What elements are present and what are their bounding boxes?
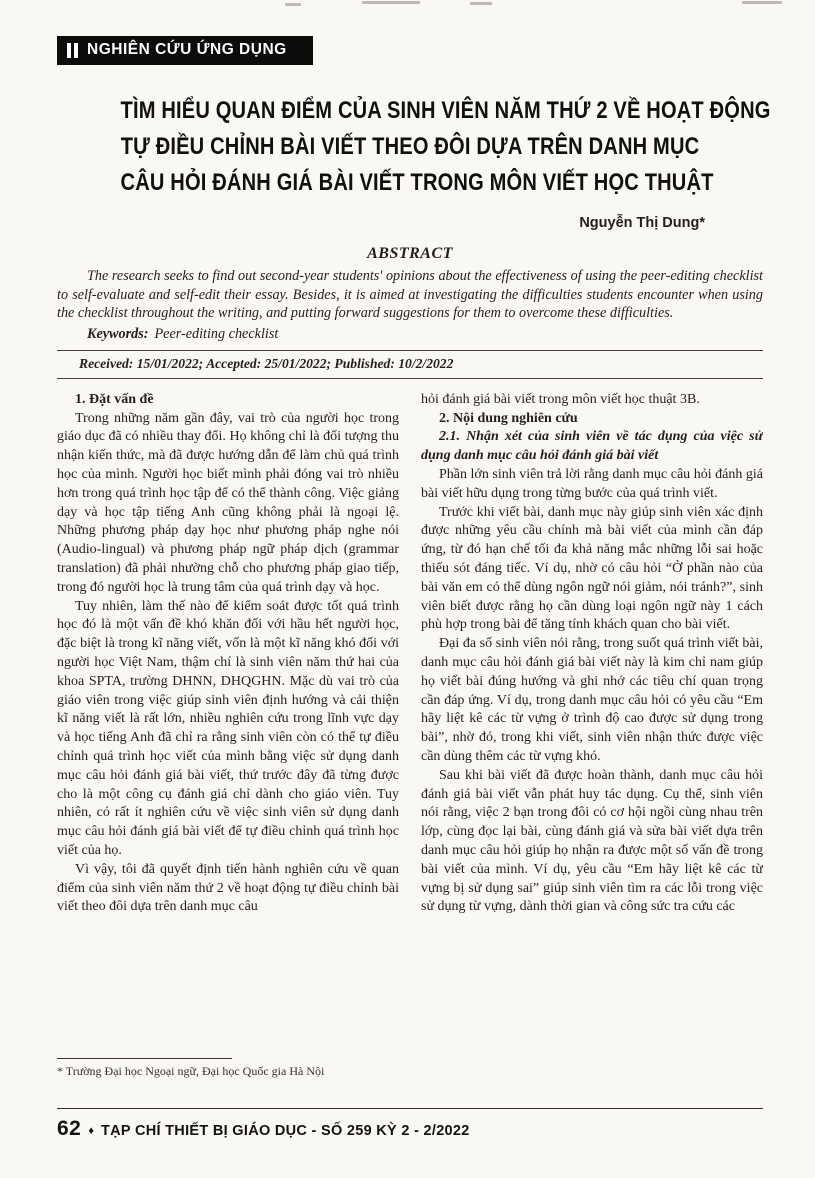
diamond-icon: ♦ xyxy=(88,1125,94,1137)
section-heading: 2.1. Nhận xét của sinh viên về tác dụng của việc sử dụng danh mục câu hỏi đánh giá bài viết xyxy=(421,429,763,464)
scan-artifact xyxy=(285,3,301,6)
footnote xyxy=(57,1058,399,1079)
article-title-line-3: CÂU HỎI ĐÁNH GIÁ BÀI VIẾT TRONG MÔN VIẾT HỌC THUẬT xyxy=(120,169,714,196)
divider-bottom xyxy=(57,378,763,379)
article-title-line-2: TỰ ĐIỀU CHỈNH BÀI VIẾT THEO ĐÔI DỰA TRÊN DANH MỤC xyxy=(120,133,700,160)
section-badge-label: NGHIÊN CỨU ỨNG DỤNG xyxy=(87,41,287,58)
body-paragraph: Đại đa số sinh viên nói rằng, trong suốt quá trình viết bài, danh mục câu hỏi đánh giá bài viết này là kim chỉ nam giúp họ viết bài đúng hướng và ghi nhớ các tiêu chí quan trọng cần đáp ứng. Ví dụ, trong danh mục câu hỏi có yêu cầu “Em hãy liệt kê các từ vựng ở trình độ cao được sử dụng trong bài”, nhờ đó, trong khi viết, sinh viên nhận thức được việc cần dùng thêm các từ vựng khó. xyxy=(421,636,763,764)
abstract-heading: ABSTRACT xyxy=(367,245,453,262)
article-body xyxy=(57,391,763,1059)
body-paragraph: Sau khi bài viết đã được hoàn thành, danh mục câu hỏi đánh giá bài viết vẫn phát huy tác dụng. Cụ thể, sinh viên nói rằng, việc 2 bạn trong đôi có cơ hội ngồi cùng nhau trên lớp, cùng đọc lại bài, cùng đánh giá và sửa bài viết dựa trên danh mục câu hỏi giúp họ nhận ra được một số vấn đề trong bài viết của mình. Ví dụ, yêu cầu “Em hãy liệt kê các từ vựng bị sử dụng sai” giúp sinh viên tìm ra các lỗi trong việc sử dụng từ vựng, dành thời gian và công sức tra cứu các xyxy=(421,767,763,915)
scan-artifact xyxy=(362,1,420,4)
footer-rule xyxy=(57,1108,763,1109)
body-paragraph: Vì vậy, tôi đã quyết định tiến hành nghiên cứu về quan điểm của sinh viên năm thứ 2 về hoạt động tự điều chỉnh bài viết theo đôi dựa trên danh mục câu xyxy=(57,861,399,915)
scan-artifact xyxy=(742,1,782,4)
body-paragraph: Phần lớn sinh viên trả lời rằng danh mục câu hỏi đánh giá bài viết hữu dụng trong từng bước của quá trình viết. xyxy=(421,466,763,501)
left-column xyxy=(57,391,399,1059)
keywords-label: Keywords: xyxy=(87,325,149,342)
divider-top xyxy=(57,350,763,351)
body-paragraph: Trước khi viết bài, danh mục này giúp sinh viên xác định được những yêu cầu chính mà bài viết của mình cần đáp ứng, từ đó hạn chế tối đa khả năng mắc những lỗi sai hoặc thiếu sót đáng tiếc. Ví dụ, nhờ có câu hỏi “Ở phần nào của bài văn em có thể dùng ngôn ngữ nói giảm, nói tránh?”, sinh viên biết được rằng họ cần dùng loại ngôn ngữ này 1 cách phù hợp trong bài để tăng tính khách quan cho bài viết. xyxy=(421,504,763,633)
abstract-text: The research seeks to find out second-year students' opinions about the effectiveness of using the peer-editing checklist to self-evaluate and self-edit their essay. Besides, it is aimed at investigating the difficulties students encounter when using the checklist throughout the writing, and putting forward suggestions for them to overcome these difficulties. xyxy=(57,268,763,322)
footer-line xyxy=(57,1117,763,1141)
body-paragraph: Tuy nhiên, làm thế nào để kiểm soát được tốt quá trình học đó là một vấn đề khó khăn đối với hầu hết người học, đặc biệt là trong kĩ năng viết, vốn là một kĩ năng khó đối với người học Việt Nam, thậm chí là sinh viên năm thứ hai của khoa SPTA, trường DHNN, DHQGHN. Mặc dù vai trò của giáo viên trong việc giúp sinh viên định hướng và cải thiện kĩ năng viết là rất lớn, nhiều nghiên cứu trong lĩnh vực dạy và học tiếng Anh đã chỉ ra rằng sinh viên còn có thể tự điều chỉnh quá trình học viết của mình bằng việc sử dụng danh mục câu hỏi đánh giá bài viết, thứ trước đây đã từng được cho là một công cụ đánh giá chỉ dành cho giáo viên. Tuy nhiên, có rất ít nghiên cứu về việc sinh viên sử dụng danh mục câu hỏi đánh giá bài viết để tự điều chỉnh quá trình học viết của họ. xyxy=(57,598,399,858)
article-title xyxy=(57,93,771,201)
footnote-text: * Trường Đại học Ngoại ngữ, Đại học Quốc gia Hà Nội xyxy=(57,1064,325,1078)
journal-title: TẠP CHÍ THIẾT BỊ GIÁO DỤC - SỐ 259 KỲ 2 - 2/2022 xyxy=(100,1123,470,1139)
section-heading: 1. Đặt vấn đề xyxy=(75,391,154,407)
double-bar-icon xyxy=(67,43,78,58)
page-footer xyxy=(57,1108,763,1141)
scan-artifact xyxy=(470,2,492,5)
dates-line: Received: 15/01/2022; Accepted: 25/01/2022; Published: 10/2/2022 xyxy=(79,355,454,371)
page-number: 62 xyxy=(57,1117,82,1140)
author-name: Nguyễn Thị Dung* xyxy=(579,215,705,231)
keywords-line xyxy=(57,325,763,344)
keywords-text: Peer-editing checklist xyxy=(154,325,279,342)
article-title-line-1: TÌM HIỂU QUAN ĐIỂM CỦA SINH VIÊN NĂM THỨ 2 VỀ HOẠT ĐỘNG xyxy=(120,97,771,124)
body-paragraph: hỏi đánh giá bài viết trong môn viết học thuật 3B. xyxy=(421,391,700,407)
body-paragraph: Trong những năm gần đây, vai trò của người học trong giáo dục đã có nhiều thay đổi. Họ không chỉ là đối tượng thu nhận kiến thức, mà đã được hướng dẫn để làm chủ quá trình học của mình. Người học biết mình phải đóng vai trò nhiều hơn trong quá trình học tập để có thể thành công. Việc giảng dạy và học tập tiếng Anh cũng không phải là ngoại lệ. Những phương pháp dạy học như phương pháp nghe nói (Audio-lingual) và phương pháp ngữ pháp dịch (grammar translation) đã phải nhường chỗ cho phương pháp giao tiếp, trong đó người học là trung tâm của quá trình dạy và học. xyxy=(57,410,399,595)
right-column xyxy=(421,391,763,1059)
section-badge xyxy=(57,36,313,65)
section-heading: 2. Nội dung nghiên cứu xyxy=(439,410,578,426)
footnote-rule xyxy=(57,1058,232,1059)
